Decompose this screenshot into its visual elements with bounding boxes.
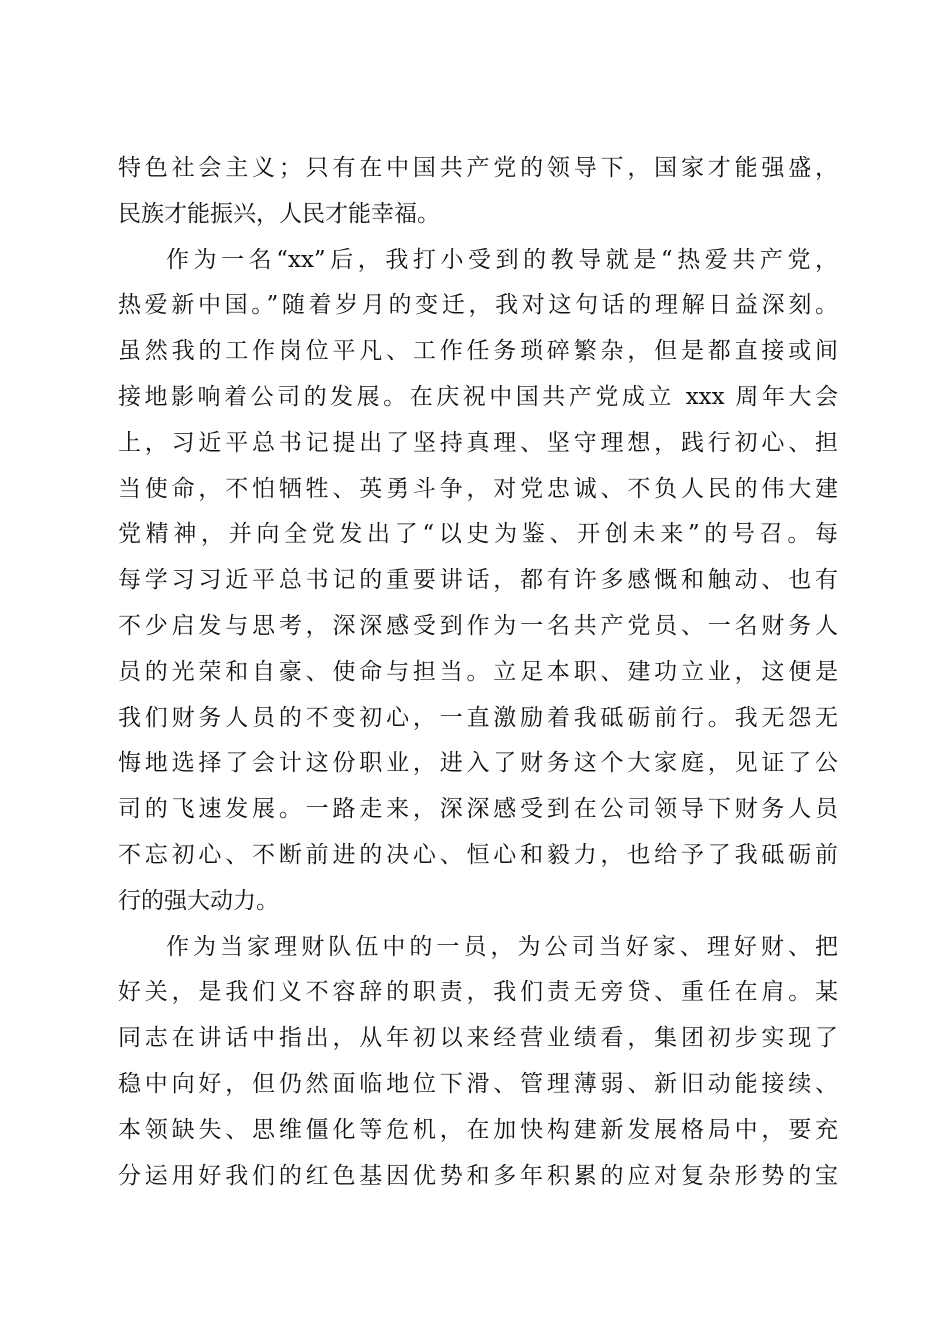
text-line: 接地影响着公司的发展。在庆祝中国共产党成立 xxx 周年大会: [118, 383, 838, 410]
text-line: 不忘初心、不断前进的决心、恒心和毅力，也给予了我砥砺前: [118, 841, 838, 868]
text-line: 司的飞速发展。一路走来，深深感受到在公司领导下财务人员: [118, 796, 838, 823]
text-line: 好关，是我们义不容辞的职责，我们责无旁贷、重任在肩。某: [118, 979, 838, 1006]
text-line: 热爱新中国。”随着岁月的变迁，我对这句话的理解日益深刻。: [118, 292, 838, 319]
text-line: 我们财务人员的不变初心，一直激励着我砥砺前行。我无怨无: [118, 704, 838, 731]
text-line: 稳中向好，但仍然面临地位下滑、管理薄弱、新旧动能接续、: [118, 1070, 838, 1097]
text-line: 行的强大动力。: [118, 887, 279, 914]
text-line: 民族才能振兴，人民才能幸福。: [118, 200, 440, 227]
text-line: 不少启发与思考，深深感受到作为一名共产党员、一名财务人: [118, 612, 838, 639]
text-line: 特色社会主义；只有在中国共产党的领导下，国家才能强盛，: [118, 155, 838, 181]
text-line: 当使命，不怕牺牲、英勇斗争，对党忠诚、不负人民的伟大建: [118, 475, 838, 502]
text-line: 虽然我的工作岗位平凡、工作任务琐碎繁杂，但是都直接或间: [118, 338, 838, 365]
text-line: 员的光荣和自豪、使命与担当。立足本职、建功立业，这便是: [118, 658, 838, 685]
text-line: 本领缺失、思维僵化等危机，在加快构建新发展格局中，要充: [118, 1116, 838, 1143]
text-line: 悔地选择了会计这份职业，进入了财务这个大家庭，见证了公: [118, 750, 838, 777]
text-line: 分运用好我们的红色基因优势和多年积累的应对复杂形势的宝: [118, 1162, 838, 1189]
paragraph-first-line: 作为一名“xx”后，我打小受到的教导就是“热爱共产党，: [166, 246, 838, 273]
paragraph-first-line: 作为当家理财队伍中的一员，为公司当好家、理好财、把: [166, 933, 838, 960]
text-line: 每学习习近平总书记的重要讲话，都有许多感慨和触动、也有: [118, 567, 838, 594]
body-text: [118, 146, 838, 1199]
text-line: 党精神，并向全党发出了“以史为鉴、开创未来”的号召。每: [118, 521, 838, 548]
text-line: 上，习近平总书记提出了坚持真理、坚守理想，践行初心、担: [118, 429, 838, 456]
text-line: 同志在讲话中指出，从年初以来经营业绩看，集团初步实现了: [118, 1025, 838, 1052]
